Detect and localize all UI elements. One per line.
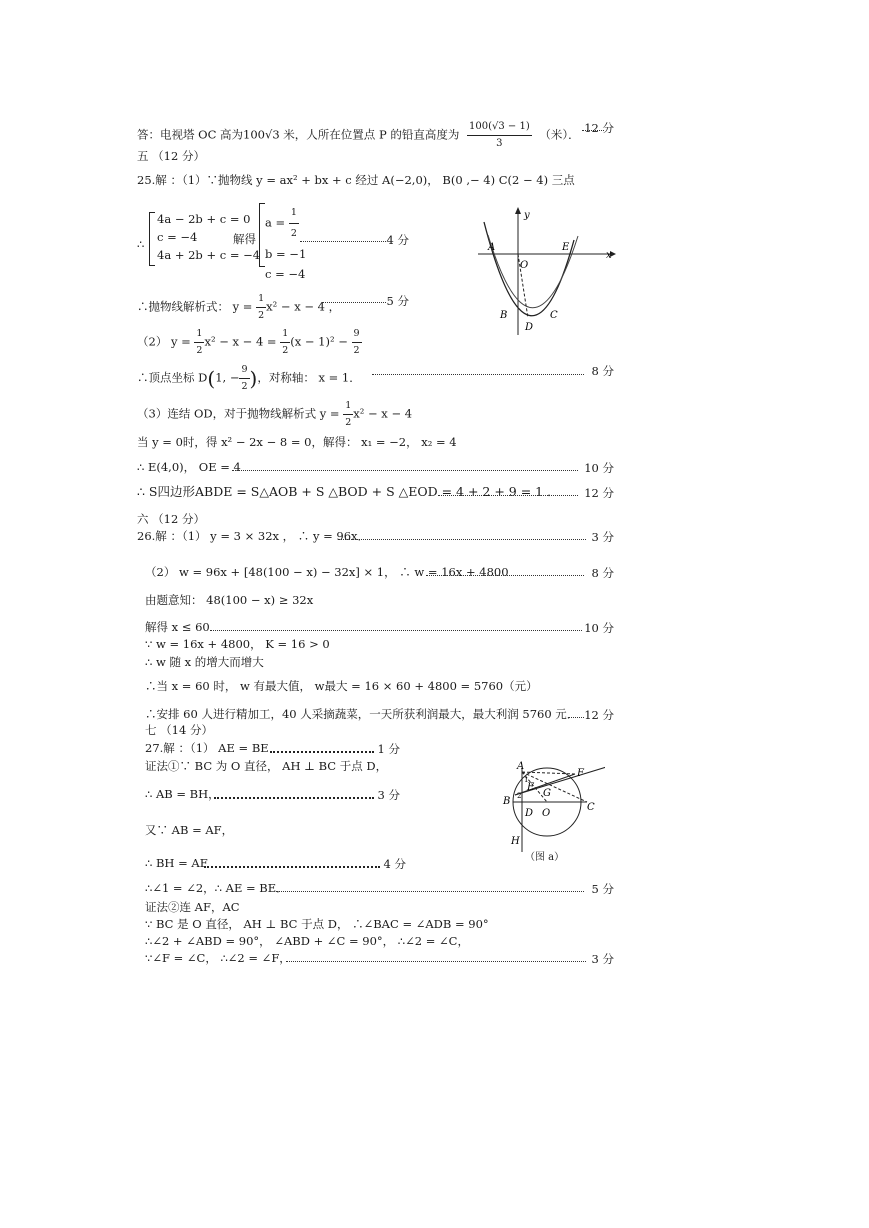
score-mark: 10 分 xyxy=(584,461,614,475)
equation-2: c = −4 xyxy=(157,230,198,244)
point-label-o: O xyxy=(520,260,529,271)
point-label-f: F xyxy=(577,768,584,779)
score-mark: 12 分 xyxy=(584,486,614,500)
leader-dots xyxy=(300,241,386,242)
score-mark: 3 分 xyxy=(591,952,614,966)
point-label-a: A xyxy=(488,242,496,253)
score-mark: 12 分 xyxy=(584,708,614,722)
answer-unit: （米）． xyxy=(539,127,580,142)
score-mark: 4 分 xyxy=(386,233,409,247)
area-line: ∴ S四边形ABDE = S△AOB + S △BOD + S △EOD = 4 + 2 + 9 = 1 ． xyxy=(137,484,560,499)
vertex-form: （2） y = $\frac{1}{2}$ x² − x − 4 = $\frac{1}{2}$ (x − 1)² − $\frac{9}{2}$ xyxy=(137,328,360,356)
leader-dots xyxy=(210,630,582,631)
leader-dots xyxy=(204,866,380,868)
w-max-line: ∴当 x = 60 时， w 有最大值， w最大 = 16 × 60 + 4800 = 5760（元） xyxy=(145,679,538,693)
point-label-a: A xyxy=(517,761,525,772)
equation-3: 4a + 2b + c = −4 xyxy=(157,248,261,262)
left-brace xyxy=(149,212,155,266)
point-label-b: B xyxy=(500,310,508,321)
angle-equal-line: ∴∠1 = ∠2，∴ AE = BE． xyxy=(145,881,288,895)
leader-dots xyxy=(338,539,586,540)
problem-26-part1: 26.解 ：（1） y = 3 × 32x ， ∴ y = 96x． xyxy=(137,529,370,543)
leader-dots xyxy=(426,575,584,576)
parabola-figure xyxy=(470,200,620,340)
score-mark: 4 分 xyxy=(383,857,406,871)
score-mark: 1 分 xyxy=(377,742,400,756)
leader-dots xyxy=(438,495,578,496)
angle-label-2: 2 xyxy=(517,792,522,800)
ab-af-line: 又∵ AB = AF， xyxy=(145,823,234,837)
leader-dots xyxy=(322,302,386,303)
proof-2-line: 证法②连 AF，AC xyxy=(145,900,240,914)
solution-c: c = −4 xyxy=(265,267,306,281)
answer-text: 答：电视塔 OC 高为100√3 米，人所在位置点 P 的铅直高度为 xyxy=(137,127,460,142)
score-mark: 12 分 xyxy=(584,121,614,135)
section-heading-5: 五 （12 分） xyxy=(137,149,205,163)
point-e-line: ∴ E(4,0)， OE = 4 xyxy=(137,460,241,474)
solution-system: a = $\frac{1}{2}$ b = −1 c = −4 xyxy=(265,203,306,284)
root-solving-line: 当 y = 0时，得 x² − 2x − 8 = 0，解得： x₁ = −2， x₂ = 4 xyxy=(137,435,457,449)
leader-dots xyxy=(214,797,374,799)
point-label-c: C xyxy=(587,802,595,813)
axis-label-y: y xyxy=(524,210,530,221)
figure-caption: （图 a） xyxy=(525,852,565,863)
w-function-line: ∵ w = 16x + 4800， K = 16 > 0 xyxy=(145,637,330,651)
height-fraction: $\frac{100(√3 - 1)}{3}$ xyxy=(469,121,530,149)
angle-label-1: 1 xyxy=(524,776,529,784)
ab-bh-line: ∴ AB = BH， xyxy=(145,787,220,801)
therefore-mark: ∴ xyxy=(137,237,145,251)
point-label-o: O xyxy=(542,808,551,819)
w-increasing-line: ∴ w 随 x 的增大而增大 xyxy=(145,655,264,669)
circle-figure xyxy=(495,760,605,865)
problem-27-part1: 27.解 ：（1） AE = BE xyxy=(145,741,269,755)
leader-dots xyxy=(276,891,584,892)
angle-f-line: ∵∠F = ∠C， ∴∠2 = ∠F， xyxy=(145,951,291,965)
connect-od-line: （3）连结 OD，对于抛物线解析式 y = $\frac{1}{2}$ x² − x − 4 xyxy=(137,400,413,428)
equation-1: 4a − 2b + c = 0 xyxy=(157,212,251,226)
score-mark: 5 分 xyxy=(386,294,409,308)
vertex-coordinates: ∴顶点坐标 D(1, − $\frac{9}{2}$ )，对称轴： x = 1． xyxy=(137,364,361,392)
point-label-e: E xyxy=(562,242,570,253)
diameter-line: ∵ BC 是 O 直径， AH ⊥ BC 于点 D， ∴∠BAC = ∠ADB = 90° xyxy=(145,917,489,931)
point-label-d: D xyxy=(525,322,534,333)
problem-25-intro: 25.解 ：（1）∵抛物线 y = ax² + bx + c 经过 A(−2,0)， B(0 ,− 4) C(2 − 4) 三点 xyxy=(137,173,575,187)
solution-b: b = −1 xyxy=(265,247,307,261)
point-label-e: E xyxy=(527,782,535,793)
score-mark: 3 分 xyxy=(591,530,614,544)
score-mark: 8 分 xyxy=(591,364,614,378)
leader-dots xyxy=(232,470,578,471)
section-heading-6: 六 （12 分） xyxy=(137,512,205,526)
score-mark: 10 分 xyxy=(584,621,614,635)
problem-26-part2: （2） w = 96x + [48(100 − x) − 32x] × 1， ∴ w = 16x + 4800 xyxy=(145,565,509,579)
parabola-expression: ∴抛物线解析式： y = $\frac{1}{2}$ x² − x − 4 ， xyxy=(137,293,341,321)
proof-1-line: 证法①∵ BC 为 O 直径， AH ⊥ BC 于点 D， xyxy=(145,759,388,773)
leader-dots xyxy=(568,717,584,718)
leader-dots xyxy=(270,751,374,753)
point-label-h: H xyxy=(511,836,520,847)
point-label-c: C xyxy=(550,310,558,321)
score-mark: 3 分 xyxy=(377,788,400,802)
arrangement-line: ∴安排 60 人进行精加工，40 人采摘蔬菜，一天所获利润最大，最大利润 5760 元． xyxy=(145,707,579,721)
leader-dots xyxy=(286,961,586,962)
score-mark: 5 分 xyxy=(591,882,614,896)
solution-x-line: 解得 x ≤ 60 xyxy=(145,620,210,634)
solve-word: 解得 xyxy=(233,232,256,246)
inequality-line: 由题意知： 48(100 − x) ≥ 32x xyxy=(145,593,314,607)
point-label-g: G xyxy=(543,788,551,799)
axis-label-x: x xyxy=(606,250,612,261)
section-heading-7: 七 （14 分） xyxy=(145,723,213,737)
leader-dots xyxy=(372,374,584,375)
bh-af-line: ∴ BH = AF xyxy=(145,856,208,870)
point-label-d: D xyxy=(525,808,534,819)
point-label-b: B xyxy=(503,796,511,807)
angle-sum-line: ∴∠2 + ∠ABD = 90°， ∠ABD + ∠C = 90°， ∴∠2 = ∠C， xyxy=(145,934,469,948)
score-mark: 8 分 xyxy=(591,566,614,580)
